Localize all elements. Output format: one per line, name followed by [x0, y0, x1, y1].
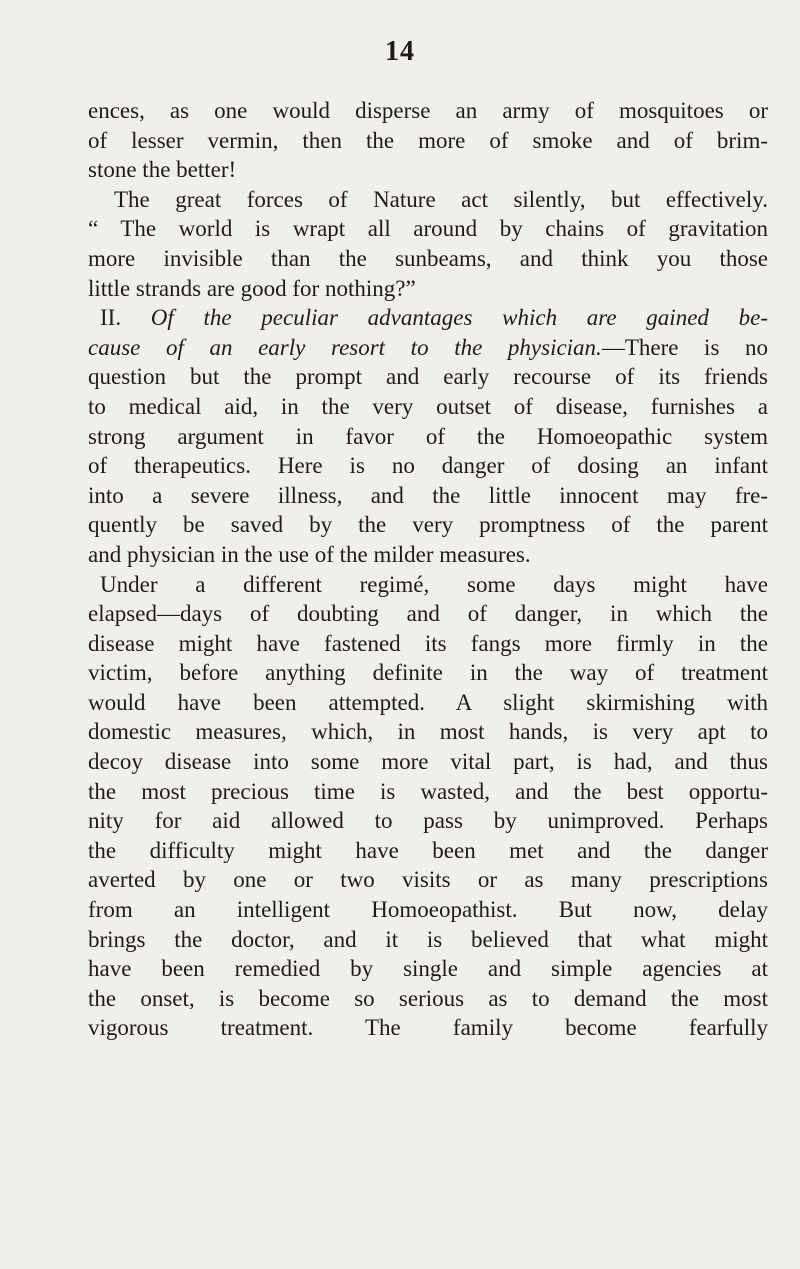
text-line: question but the prompt and early recourse of its friends — [88, 364, 768, 390]
text-line: Under a different regimé, some days might have — [100, 571, 768, 597]
text-line: the difficulty might have been met and the danger — [88, 837, 768, 863]
text-line: the onset, is become so serious as to demand the most — [88, 985, 768, 1011]
text-line: victim, before anything definite in the way of treatment — [88, 660, 768, 686]
page-number: 14 — [385, 36, 415, 67]
text-line: of therapeutics. Here is no danger of dosing an infant — [88, 453, 768, 479]
text-line: ences, as one would disperse an army of mosquitoes or — [88, 98, 768, 123]
text-line: would have been attempted. A slight skirmishing with — [88, 689, 768, 715]
text-line: averted by one or two visits or as many prescriptions — [88, 867, 768, 893]
text-line: The great forces of Nature act silently, but effectively. — [114, 186, 768, 212]
text-line: strong argument in favor of the Homoeopathic system — [88, 423, 768, 449]
section-text: —There is no — [601, 334, 768, 360]
text-line: more invisible than the sunbeams, and think you those — [88, 245, 768, 271]
section-heading-line — [88, 303, 768, 333]
text-line: into a severe illness, and the little innocent may fre- — [88, 482, 768, 508]
text-line: brings the doctor, and it is believed that what might — [88, 926, 768, 952]
text-line: the most precious time is wasted, and the best opportu- — [88, 778, 768, 804]
text-line: nity for aid allowed to pass by unimproved. Perhaps — [88, 808, 768, 834]
body-text — [88, 96, 768, 1043]
text-line: to medical aid, in the very outset of disease, furnishes a — [88, 393, 768, 419]
text-line: domestic measures, which, in most hands, is very apt to — [88, 719, 768, 745]
text-line: vigorous treatment. The family become fearfully — [88, 1015, 768, 1041]
text-line: little strands are good for nothing?” — [88, 275, 416, 301]
text-line: and physician in the use of the milder measures. — [88, 541, 531, 567]
text-line: decoy disease into some more vital part, is had, and thus — [88, 749, 768, 775]
text-line: elapsed—days of doubting and of danger, in which the — [88, 601, 768, 627]
section-title-cont: cause of an early resort to the physician. — [88, 334, 602, 360]
section-title: Of the peculiar advantages which are gained be- — [150, 305, 768, 331]
text-line: stone the better! — [88, 157, 237, 183]
text-line: of lesser vermin, then the more of smoke and of brim- — [88, 127, 768, 153]
text-line: from an intelligent Homoeopathist. But now, delay — [88, 897, 768, 923]
text-line: have been remedied by single and simple agencies at — [88, 956, 768, 982]
text-line: disease might have fastened its fangs more firmly in the — [88, 630, 768, 656]
section-heading-line — [88, 333, 768, 363]
section-numeral: II. — [100, 305, 151, 331]
text-line: quently be saved by the very promptness of the parent — [88, 512, 768, 538]
text-line: “ The world is wrapt all around by chains of gravitation — [88, 216, 768, 242]
